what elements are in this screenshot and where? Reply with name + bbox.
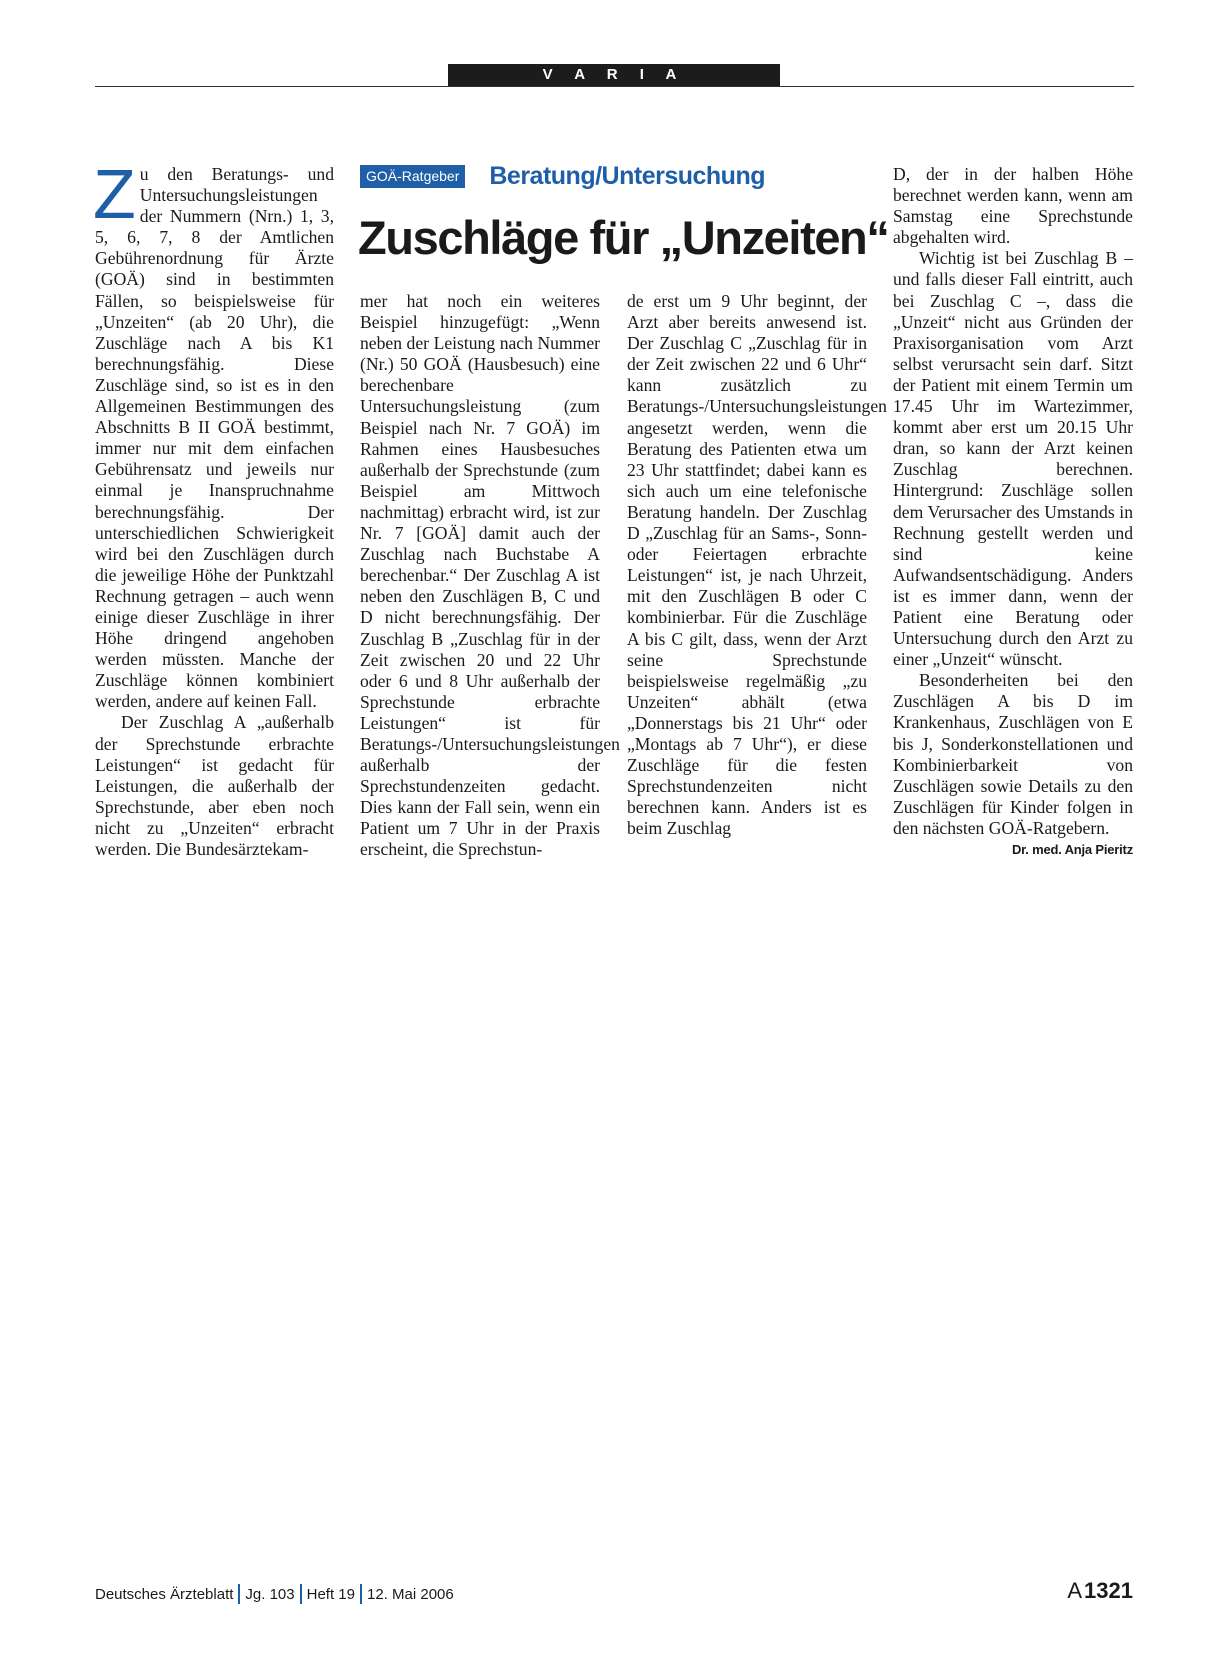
section-label-varia: V A R I A (448, 64, 780, 86)
paragraph: Wichtig ist bei Zuschlag B – und falls dieser Fall eintritt, auch bei Zuschlag C –, dass die „Unzeit“ nicht aus Gründen der Praxisorganisation vom Arzt selbst verursacht sein darf. Sitzt der Patient mit einem Termin um 17.45 Uhr im Wartezimmer, kommt aber erst um 20.15 Uhr dran, so kann der Arzt keinen Zuschlag berechnen. Hintergrund: Zuschläge sollen dem Verursacher des Umstands in Rechnung gestellt werden und sind keine Aufwandsentschädigung. Anders ist es immer dann, wenn der Patient eine Beratung oder Untersuchung durch den Arzt zu einer „Unzeit“ wünscht. (893, 248, 1133, 670)
drop-cap: Z (93, 155, 136, 233)
page-number (1067, 1578, 1133, 1604)
kicker-topic: Beratung/Untersuchung (489, 161, 765, 190)
page-prefix: A (1067, 1578, 1083, 1603)
paragraph-text: u den Beratungs- und Untersuchungsleistungen der Nummern (Nrn.) 1, 3, 5, 6, 7, 8 der Amtlichen Gebührenordnung für Ärzte (GOÄ) sind in bestimmten Fällen, so beispielsweise für „Unzeiten“ (ab 20 Uhr), die Zuschläge nach A bis K1 berechnungsfähig. Diese Zuschläge sind, so ist es in den Allgemeinen Bestimmungen des Abschnitts B II GOÄ bestimmt, immer nur mit dem einfachen Gebührensatz und jeweils nur einmal je Inanspruchnahme berechnungsfähig. Der unterschiedlichen Schwierigkeit wird bei den Zuschlägen durch die jeweilige Höhe der Punktzahl Rechnung getragen – auch wenn einige dieser Zuschläge in ihrer Höhe dringend angehoben werden müssten. Manche der Zuschläge können kombiniert werden, andere auf keinen Fall. (95, 164, 334, 712)
article-column-1 (93, 155, 334, 860)
author-byline: Dr. med. Anja Pieritz (1011, 842, 1133, 857)
top-rule (95, 86, 1134, 87)
footer-separator (360, 1584, 362, 1604)
paragraph (893, 670, 1133, 857)
article-column-4 (893, 164, 1133, 860)
paragraph: mer hat noch ein weiteres Beispiel hinzugefügt: „Wenn neben der Leistung nach Nummer (Nr.) 50 GOÄ (Hausbesuch) eine berechenbare Untersuchungsleistung (zum Beispiel nach Nr. 7 GOÄ) im Rahmen eines Hausbesuches außerhalb der Sprechstunde (zum Beispiel am Mittwoch nachmittag) erbracht wird, ist zur Nr. 7 [GOÄ] damit auch der Zuschlag nach Buchstabe A berechenbar.“ Der Zuschlag A ist neben den Zuschlägen B, C und D nicht berechnungsfähig. Der Zuschlag B „Zuschlag für in der Zeit zwischen 20 und 22 Uhr oder 6 und 8 Uhr außerhalb der Sprechstunde erbrachte Leistungen“ ist für Beratungs-/Untersuchungsleistungen außerhalb der Sprechstundenzeiten gedacht. Dies kann der Fall sein, wenn ein Patient um 7 Uhr in der Praxis erscheint, die Sprechstun- (360, 291, 620, 860)
page-number-value: 1321 (1084, 1578, 1133, 1603)
issue-date: 12. Mai 2006 (367, 1585, 454, 1603)
kicker (360, 160, 765, 192)
paragraph (93, 155, 334, 712)
journal-name: Deutsches Ärzteblatt (95, 1585, 234, 1603)
article-column-3 (627, 291, 887, 839)
paragraph: D, der in der halben Höhe berechnet werden kann, wenn am Samstag eine Sprechstunde abgehalten wird. (893, 164, 1133, 248)
paragraph: de erst um 9 Uhr beginnt, der Arzt aber bereits anwesend ist. Der Zuschlag C „Zuschlag für in der Zeit zwischen 22 und 6 Uhr“ kann zusätzlich zu Beratungs-/Untersuchungsleistungen angesetzt werden, wenn die Beratung des Patienten etwa um 23 Uhr stattfindet; dabei kann es sich auch um eine telefonische Beratung handeln. Der Zuschlag D „Zuschlag für an Sams-, Sonn- oder Feiertagen erbrachte Leistungen“ ist, je nach Uhrzeit, mit den Zuschlägen B oder C kombinierbar. Für die Zuschläge A bis C gilt, dass, wenn der Arzt seine Sprechstunde beispielsweise regelmäßig „zu Unzeiten“ abhält (etwa „Donnerstags bis 21 Uhr“ oder „Montags ab 7 Uhr“), er diese Zuschläge für die festen Sprechstundenzeiten nicht berechnen kann. Anders ist es beim Zuschlag (627, 291, 887, 839)
issue: Heft 19 (306, 1585, 355, 1603)
article-column-2 (360, 291, 620, 861)
article-headline: Zuschläge für „Unzeiten“ (358, 211, 889, 264)
page-footer (95, 1584, 454, 1604)
kicker-badge: GOÄ-Ratgeber (360, 165, 465, 188)
volume: Jg. 103 (245, 1585, 295, 1603)
footer-separator (300, 1584, 302, 1604)
footer-separator (238, 1584, 240, 1604)
paragraph: Der Zuschlag A „außerhalb der Sprechstunde erbrachte Leistungen“ ist gedacht für Leistungen, die außerhalb der Sprechstunde, aber eben noch nicht zu „Unzeiten“ erbracht werden. Die Bundesärztekam- (95, 712, 334, 859)
paragraph-text: Besonderheiten bei den Zuschlägen A bis D im Krankenhaus, Zuschlägen von E bis J, Sonderkonstellationen und Kombinierbarkeit von Zuschlägen sowie Details zu den Zuschlägen für Kinder folgen in den nächsten GOÄ-Ratgebern. (893, 670, 1133, 838)
